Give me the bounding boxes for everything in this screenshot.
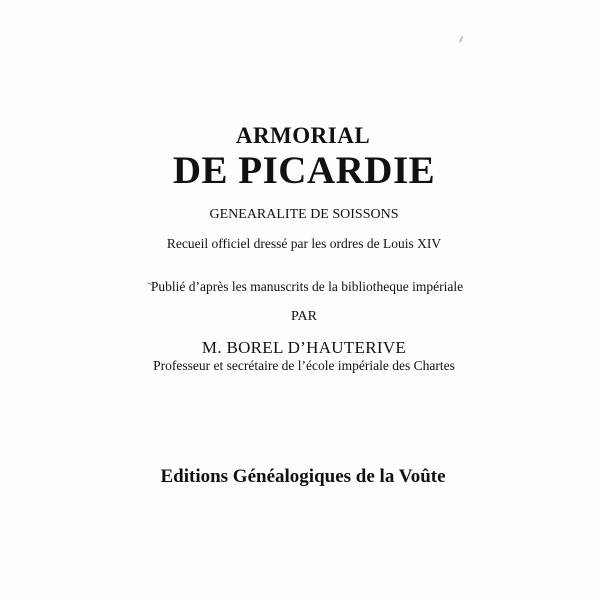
title-line-2: DE PICARDIE [172,149,436,192]
author-role: Professeur et secrétaire de l’école impériale des Chartes [153,358,455,373]
pencil-mark: ⁄⁄ [459,35,464,45]
title-line-1: ARMORIAL [235,123,371,148]
recueil-line: Recueil officiel dressé par les ordres de Louis XIV [166,236,442,251]
publie-line: Publié d’après les manuscrits de la bibliotheque impériale [150,279,464,294]
author-name: M. BOREL D’HAUTERIVE [201,338,407,357]
par-label: PAR [291,309,317,324]
publisher: Editions Généalogiques de la Voûte [160,466,446,487]
subtitle: GENEARALITE DE SOISSONS [209,207,399,222]
